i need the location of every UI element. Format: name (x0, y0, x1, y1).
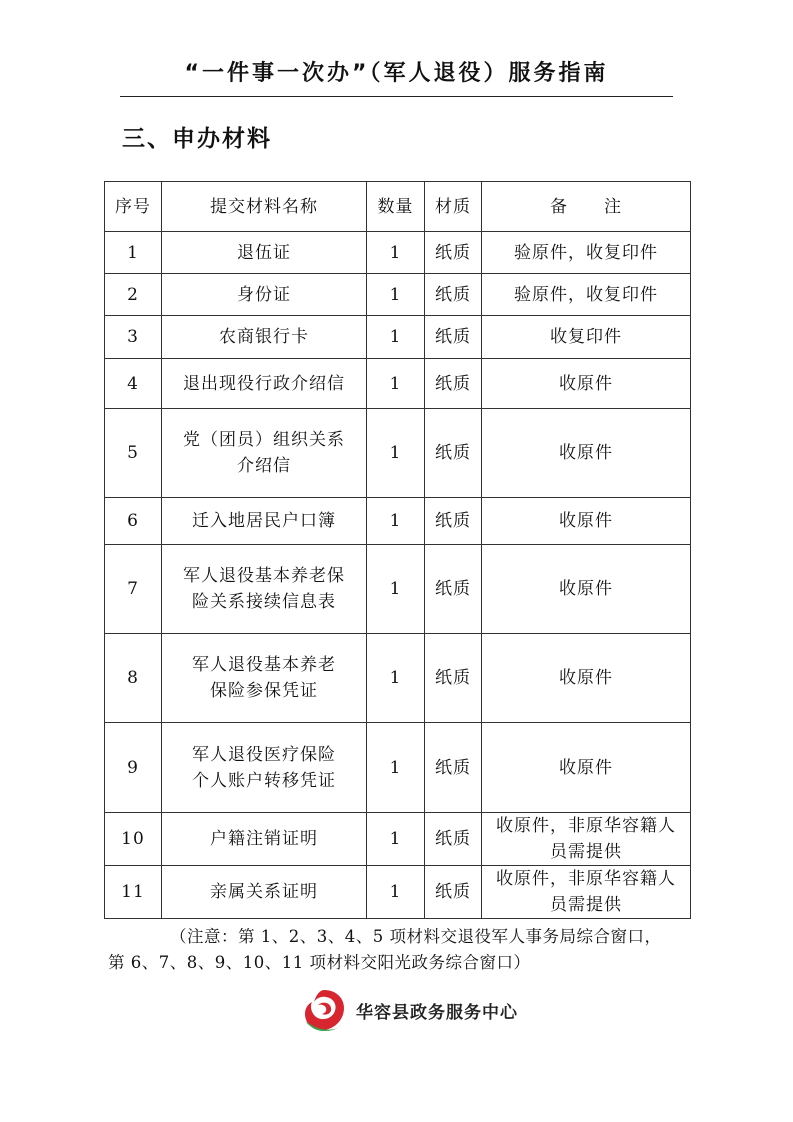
table-row (105, 545, 691, 634)
cell-remark: 收原件 (482, 409, 691, 498)
cell-remark: 验原件，收复印件 (482, 274, 691, 316)
cell-name: 军人退役基本养老保险参保凭证 (162, 634, 367, 723)
cell-material: 纸质 (425, 359, 482, 409)
cell-qty: 1 (367, 274, 425, 316)
table-row (105, 634, 691, 723)
cell-name: 迁入地居民户口簿 (162, 498, 367, 545)
cell-material: 纸质 (425, 545, 482, 634)
cell-no: 2 (105, 274, 162, 316)
cell-material: 纸质 (425, 316, 482, 359)
cell-remark: 收原件，非原华容籍人员需提供 (482, 866, 691, 919)
cell-name: 退伍证 (162, 232, 367, 274)
cell-no: 8 (105, 634, 162, 723)
cell-remark: 收复印件 (482, 316, 691, 359)
cell-name: 身份证 (162, 274, 367, 316)
cell-no: 7 (105, 545, 162, 634)
cell-qty: 1 (367, 723, 425, 813)
notes-line-1: （注意：第 1、2、3、4、5 项材料交退役军人事务局综合窗口， (170, 927, 662, 946)
table-row (105, 723, 691, 813)
table-header-row (105, 182, 691, 232)
cell-name: 军人退役医疗保险个人账户转移凭证 (162, 723, 367, 813)
cell-remark: 验原件，收复印件 (482, 232, 691, 274)
document-title: “一件事一次办”（军人退役）服务指南 (184, 61, 609, 86)
cell-no: 10 (105, 813, 162, 866)
table-row (105, 813, 691, 866)
cell-name: 农商银行卡 (162, 316, 367, 359)
cell-qty: 1 (367, 316, 425, 359)
cell-remark: 收原件，非原华容籍人员需提供 (482, 813, 691, 866)
organization-name: 华容县政务服务中心 (356, 1003, 518, 1023)
cell-qty: 1 (367, 813, 425, 866)
cell-qty: 1 (367, 498, 425, 545)
government-service-center-logo-icon (300, 986, 348, 1034)
header-qty: 数量 (367, 182, 425, 232)
table-row (105, 316, 691, 359)
cell-remark: 收原件 (482, 723, 691, 813)
table-row (105, 409, 691, 498)
cell-qty: 1 (367, 409, 425, 498)
cell-no: 9 (105, 723, 162, 813)
cell-name: 亲属关系证明 (162, 866, 367, 919)
header-material: 材质 (425, 182, 482, 232)
page-header (120, 56, 673, 97)
cell-material: 纸质 (425, 274, 482, 316)
table-row (105, 274, 691, 316)
materials-table (104, 181, 691, 919)
cell-no: 5 (105, 409, 162, 498)
cell-qty: 1 (367, 634, 425, 723)
cell-qty: 1 (367, 866, 425, 919)
table-row (105, 498, 691, 545)
cell-qty: 1 (367, 359, 425, 409)
cell-name: 党（团员）组织关系介绍信 (162, 409, 367, 498)
header-name: 提交材料名称 (162, 182, 367, 232)
cell-material: 纸质 (425, 813, 482, 866)
section-title: 三、申办材料 (122, 126, 272, 152)
header-remark: 备 注 (482, 182, 691, 232)
cell-no: 6 (105, 498, 162, 545)
cell-material: 纸质 (425, 723, 482, 813)
cell-material: 纸质 (425, 634, 482, 723)
notes (108, 924, 698, 976)
table-row (105, 359, 691, 409)
cell-name: 退出现役行政介绍信 (162, 359, 367, 409)
header-no: 序号 (105, 182, 162, 232)
notes-line-2: 第 6、7、8、9、10、11 项材料交阳光政务综合窗口） (108, 953, 531, 972)
cell-remark: 收原件 (482, 634, 691, 723)
cell-qty: 1 (367, 545, 425, 634)
cell-remark: 收原件 (482, 498, 691, 545)
cell-remark: 收原件 (482, 359, 691, 409)
cell-material: 纸质 (425, 409, 482, 498)
cell-no: 4 (105, 359, 162, 409)
cell-material: 纸质 (425, 232, 482, 274)
cell-name: 军人退役基本养老保险关系接续信息表 (162, 545, 367, 634)
cell-no: 11 (105, 866, 162, 919)
cell-name: 户籍注销证明 (162, 813, 367, 866)
table-row (105, 866, 691, 919)
table-row (105, 232, 691, 274)
cell-remark: 收原件 (482, 545, 691, 634)
cell-qty: 1 (367, 232, 425, 274)
cell-no: 3 (105, 316, 162, 359)
cell-no: 1 (105, 232, 162, 274)
cell-material: 纸质 (425, 866, 482, 919)
cell-material: 纸质 (425, 498, 482, 545)
